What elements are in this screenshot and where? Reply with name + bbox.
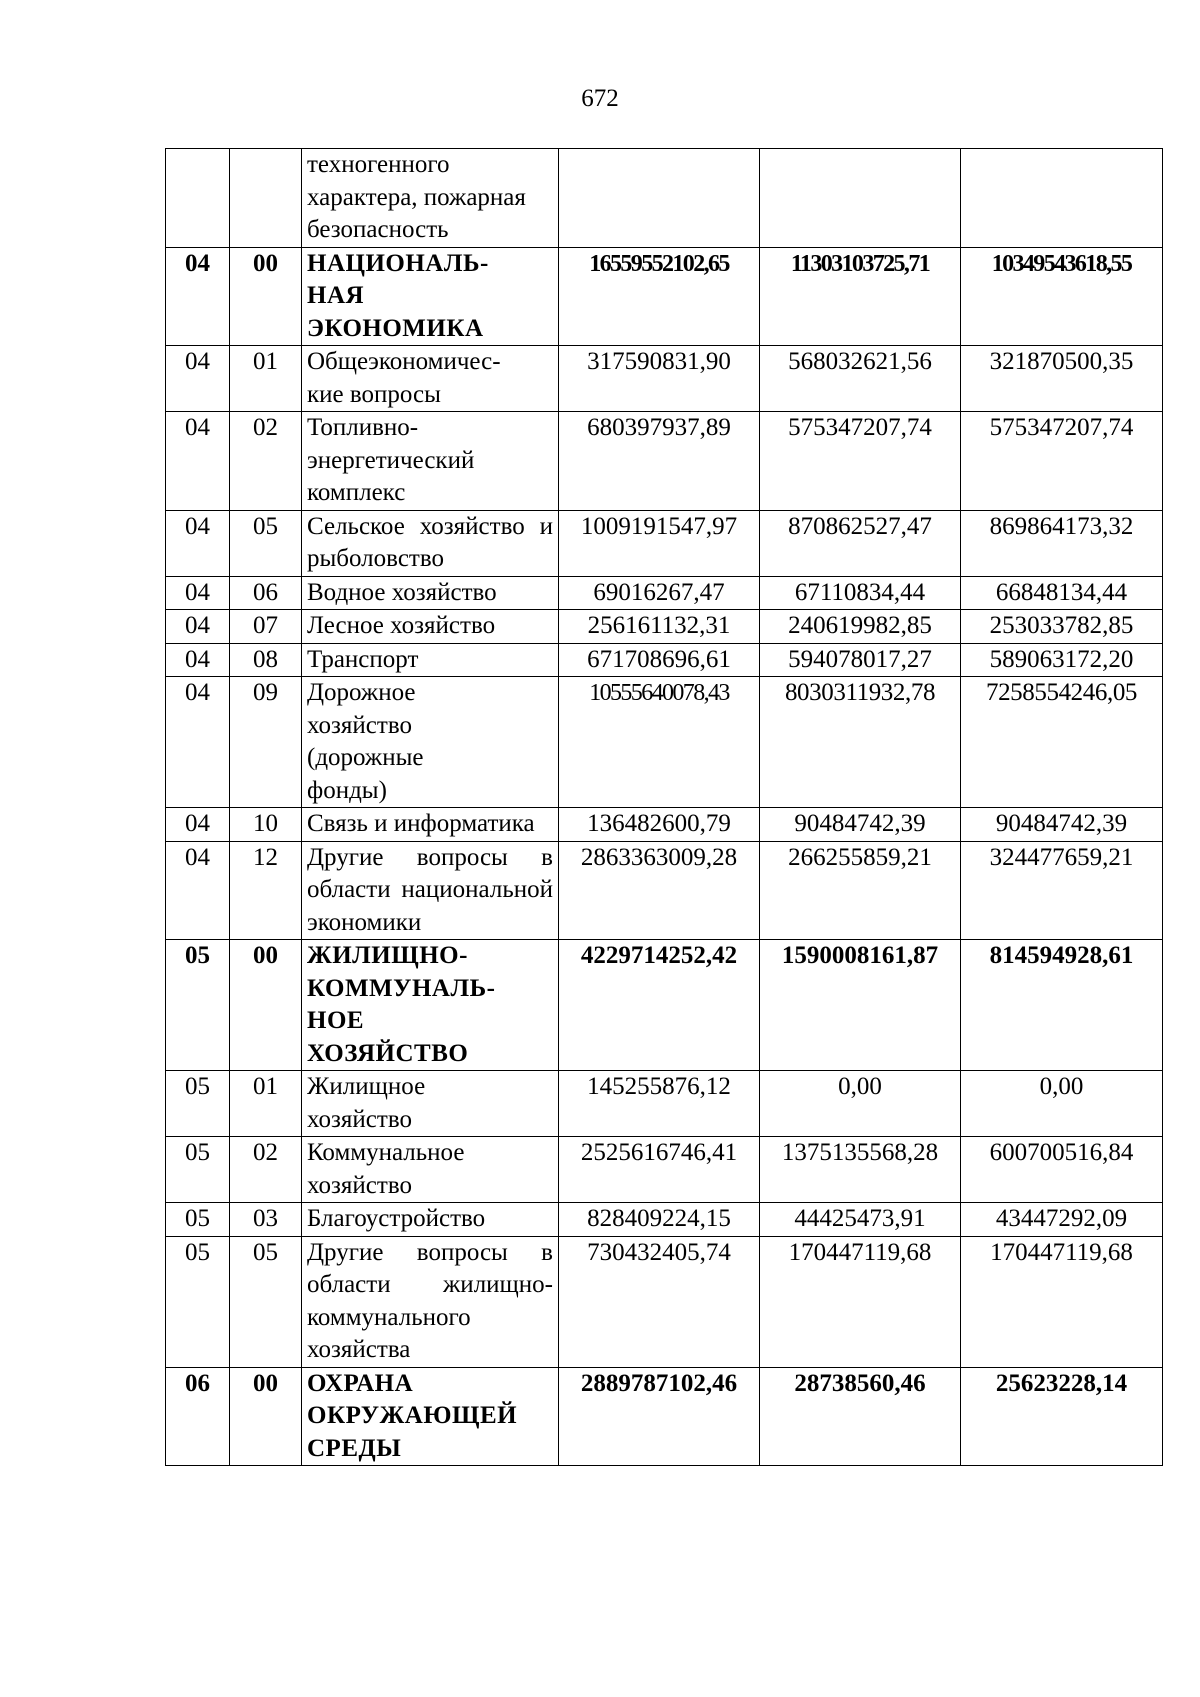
value-1-cell — [559, 149, 760, 248]
name-cell — [302, 677, 559, 808]
value-2-cell: 8030311932,78 — [760, 677, 961, 808]
value-3-cell: 869864173,32 — [961, 510, 1163, 576]
razdel-cell: 04 — [166, 841, 230, 940]
name-cell: Сельское хозяйство и рыболовство — [302, 510, 559, 576]
value-2-cell — [760, 149, 961, 248]
value-2-cell: 1590008161,87 — [760, 940, 961, 1071]
table-row — [166, 576, 1163, 610]
value-3-cell: 0,00 — [961, 1071, 1163, 1137]
podrazdel-cell: 00 — [230, 940, 302, 1071]
value-2-cell: 170447119,68 — [760, 1236, 961, 1367]
section-row — [166, 940, 1163, 1071]
podrazdel-cell: 05 — [230, 510, 302, 576]
name-cell — [302, 247, 559, 346]
value-1-cell: 2863363009,28 — [559, 841, 760, 940]
value-3-cell: 324477659,21 — [961, 841, 1163, 940]
razdel-cell: 05 — [166, 1236, 230, 1367]
value-2-cell: 28738560,46 — [760, 1367, 961, 1466]
budget-table — [165, 148, 1163, 1466]
page-number: 672 — [581, 85, 619, 112]
razdel-cell: 05 — [166, 1071, 230, 1137]
podrazdel-cell: 02 — [230, 1137, 302, 1203]
podrazdel-cell: 07 — [230, 610, 302, 644]
value-3-cell: 66848134,44 — [961, 576, 1163, 610]
name-text: Топливно-энергетический комплекс — [307, 414, 475, 506]
value-1-cell: 2889787102,46 — [559, 1367, 760, 1466]
value-2-cell: 0,00 — [760, 1071, 961, 1137]
table-row — [166, 1137, 1163, 1203]
section-row — [166, 247, 1163, 346]
podrazdel-cell: 03 — [230, 1203, 302, 1237]
value-1-cell: 145255876,12 — [559, 1071, 760, 1137]
table-row — [166, 841, 1163, 940]
value-1-cell: 69016267,47 — [559, 576, 760, 610]
table-row — [166, 808, 1163, 842]
name-cell: Другие вопросы в области жилищно-коммунального хозяйства — [302, 1236, 559, 1367]
razdel-cell: 04 — [166, 808, 230, 842]
value-2-cell: 1375135568,28 — [760, 1137, 961, 1203]
value-1-cell: 317590831,90 — [559, 346, 760, 412]
table-row — [166, 610, 1163, 644]
value-2-cell: 568032621,56 — [760, 346, 961, 412]
table-row — [166, 149, 1163, 248]
name-cell: техногенного характера, пожарная безопасность — [302, 149, 559, 248]
table-row — [166, 1071, 1163, 1137]
name-cell: Транспорт — [302, 643, 559, 677]
value-1-cell: 671708696,61 — [559, 643, 760, 677]
name-text: Коммунальное хозяйство — [307, 1139, 465, 1199]
name-cell: Благоустройство — [302, 1203, 559, 1237]
value-3-cell: 575347207,74 — [961, 412, 1163, 511]
podrazdel-cell: 01 — [230, 346, 302, 412]
value-3-cell: 170447119,68 — [961, 1236, 1163, 1367]
name-cell: Лесное хозяйство — [302, 610, 559, 644]
podrazdel-cell: 02 — [230, 412, 302, 511]
name-cell: Другие вопросы в области национальной экономики — [302, 841, 559, 940]
razdel-cell: 06 — [166, 1367, 230, 1466]
value-3-cell: 589063172,20 — [961, 643, 1163, 677]
value-1-cell: 828409224,15 — [559, 1203, 760, 1237]
podrazdel-cell — [230, 149, 302, 248]
value-3-cell: 814594928,61 — [961, 940, 1163, 1071]
podrazdel-cell: 06 — [230, 576, 302, 610]
value-2-cell: 90484742,39 — [760, 808, 961, 842]
name-text: ЖИЛИЩНО-КОММУНАЛЬ-НОЕ ХОЗЯЙСТВО — [307, 942, 496, 1067]
razdel-cell: 04 — [166, 643, 230, 677]
table-row — [166, 412, 1163, 511]
value-2-cell: 67110834,44 — [760, 576, 961, 610]
name-text: Жилищное хозяйство — [307, 1073, 426, 1133]
name-text: НАЦИОНАЛЬ-НАЯ ЭКОНОМИКА — [307, 249, 489, 342]
table-row — [166, 643, 1163, 677]
name-cell — [302, 346, 559, 412]
razdel-cell: 05 — [166, 1203, 230, 1237]
name-cell — [302, 940, 559, 1071]
name-cell — [302, 412, 559, 511]
value-2-cell: 870862527,47 — [760, 510, 961, 576]
value-2-cell: 594078017,27 — [760, 643, 961, 677]
razdel-cell: 05 — [166, 940, 230, 1071]
table-row — [166, 1203, 1163, 1237]
value-1-cell: 2525616746,41 — [559, 1137, 760, 1203]
value-2-cell: 11303103725,71 — [760, 247, 961, 346]
value-2-cell: 266255859,21 — [760, 841, 961, 940]
value-3-cell: 7258554246,05 — [961, 677, 1163, 808]
table-row — [166, 677, 1163, 808]
value-2-cell: 575347207,74 — [760, 412, 961, 511]
value-1-cell: 4229714252,42 — [559, 940, 760, 1071]
value-3-cell — [961, 149, 1163, 248]
value-1-cell: 256161132,31 — [559, 610, 760, 644]
value-3-cell: 600700516,84 — [961, 1137, 1163, 1203]
name-text: ОХРАНА ОКРУЖАЮЩЕЙ СРЕДЫ — [307, 1369, 518, 1462]
value-3-cell: 253033782,85 — [961, 610, 1163, 644]
name-cell: Водное хозяйство — [302, 576, 559, 610]
razdel-cell: 04 — [166, 576, 230, 610]
razdel-cell: 05 — [166, 1137, 230, 1203]
name-cell — [302, 1137, 559, 1203]
value-1-cell: 10555640078,43 — [559, 677, 760, 808]
value-3-cell: 321870500,35 — [961, 346, 1163, 412]
podrazdel-cell: 08 — [230, 643, 302, 677]
value-1-cell: 730432405,74 — [559, 1236, 760, 1367]
razdel-cell: 04 — [166, 247, 230, 346]
razdel-cell: 04 — [166, 677, 230, 808]
name-cell — [302, 1367, 559, 1466]
podrazdel-cell: 01 — [230, 1071, 302, 1137]
podrazdel-cell: 00 — [230, 247, 302, 346]
value-1-cell: 16559552102,65 — [559, 247, 760, 346]
podrazdel-cell: 00 — [230, 1367, 302, 1466]
podrazdel-cell: 12 — [230, 841, 302, 940]
value-1-cell: 136482600,79 — [559, 808, 760, 842]
value-3-cell: 25623228,14 — [961, 1367, 1163, 1466]
name-cell: Связь и информатика — [302, 808, 559, 842]
table-row — [166, 346, 1163, 412]
podrazdel-cell: 05 — [230, 1236, 302, 1367]
name-text: Общеэкономичес-кие вопросы — [307, 348, 501, 408]
razdel-cell: 04 — [166, 412, 230, 511]
razdel-cell — [166, 149, 230, 248]
value-1-cell: 1009191547,97 — [559, 510, 760, 576]
podrazdel-cell: 10 — [230, 808, 302, 842]
podrazdel-cell: 09 — [230, 677, 302, 808]
razdel-cell: 04 — [166, 510, 230, 576]
value-3-cell: 10349543618,55 — [961, 247, 1163, 346]
value-1-cell: 680397937,89 — [559, 412, 760, 511]
value-3-cell: 90484742,39 — [961, 808, 1163, 842]
name-text: Дорожное хозяйство (дорожные фонды) — [307, 679, 424, 804]
table-row — [166, 510, 1163, 576]
value-2-cell: 44425473,91 — [760, 1203, 961, 1237]
section-row — [166, 1367, 1163, 1466]
table-row — [166, 1236, 1163, 1367]
value-2-cell: 240619982,85 — [760, 610, 961, 644]
name-cell — [302, 1071, 559, 1137]
razdel-cell: 04 — [166, 610, 230, 644]
razdel-cell: 04 — [166, 346, 230, 412]
value-3-cell: 43447292,09 — [961, 1203, 1163, 1237]
